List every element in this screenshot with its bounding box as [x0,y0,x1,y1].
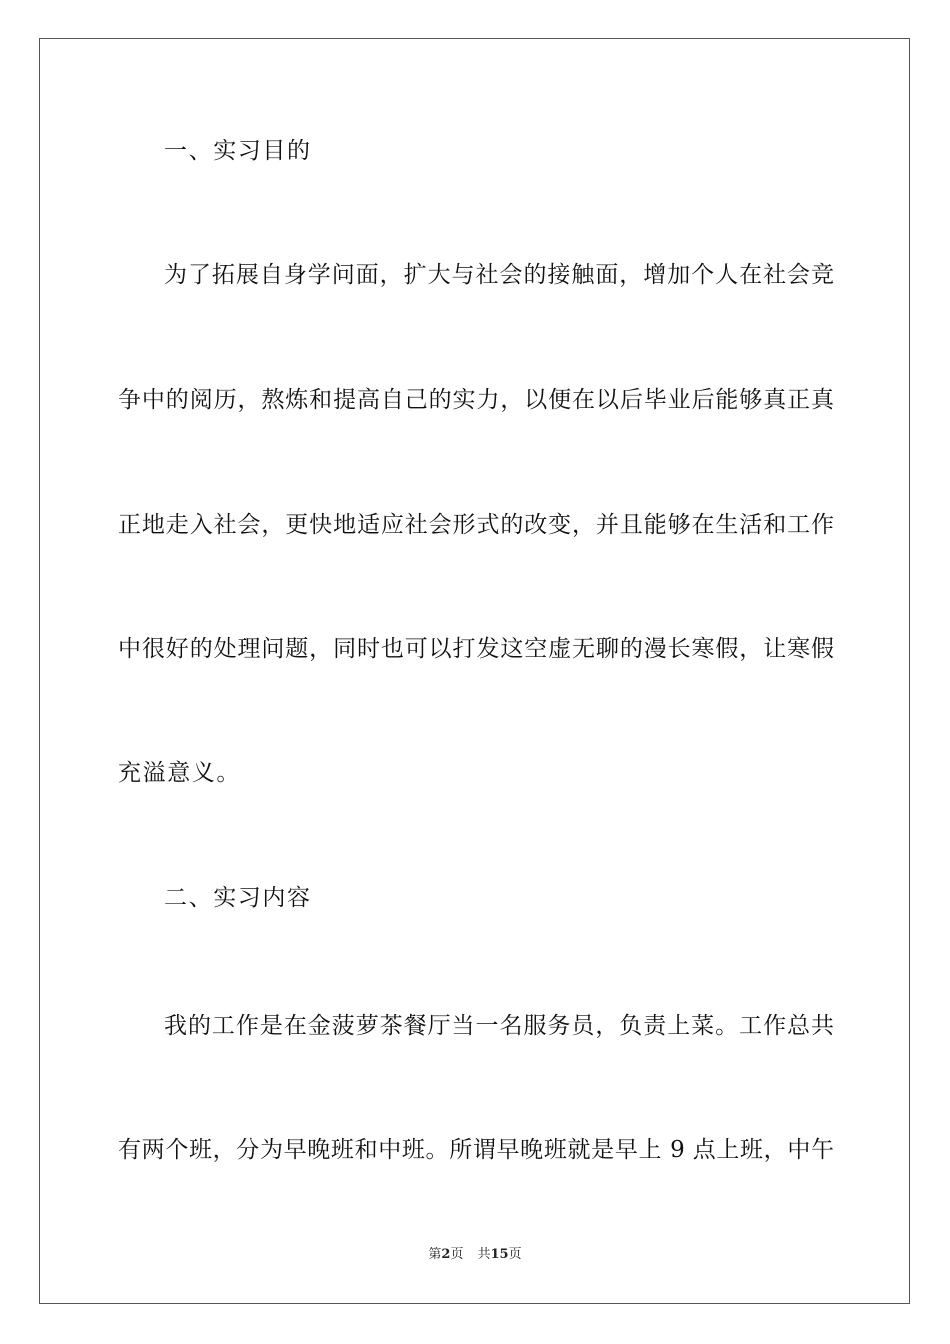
section-heading-purpose: 一、实习目的 [164,138,312,164]
paragraph-line: 争中的阅历，熬炼和提高自己的实力，以便在以后毕业后能够真正真 [118,387,834,413]
footer-page-suffix: 页 [450,1247,464,1262]
paragraph-line: 为了拓展自身学问面，扩大与社会的接触面，增加个人在社会竞 [164,262,834,288]
footer-total-suffix: 页 [508,1247,522,1262]
paragraph-line: 正地走入社会，更快地适应社会形式的改变，并且能够在生活和工作 [118,512,834,538]
footer-total-pages: 15 [490,1247,509,1262]
paragraph-line: 中很好的处理问题，同时也可以打发这空虚无聊的漫长寒假，让寒假 [118,636,834,662]
footer-page-number: 2 [441,1247,451,1262]
paragraph-line: 充溢意义。 [118,760,241,786]
paragraph-line: 我的工作是在金菠萝茶餐厅当一名服务员，负责上菜。工作总共 [164,1013,834,1039]
page-footer [0,1247,950,1263]
paragraph-line: 有两个班，分为早晚班和中班。所谓早晚班就是早上 9 点上班，中午 [118,1137,834,1163]
footer-page-prefix: 第 [428,1247,442,1262]
section-heading-content: 二、实习内容 [164,885,312,911]
footer-total-prefix: 共 [477,1247,491,1262]
page-border [39,38,910,1304]
